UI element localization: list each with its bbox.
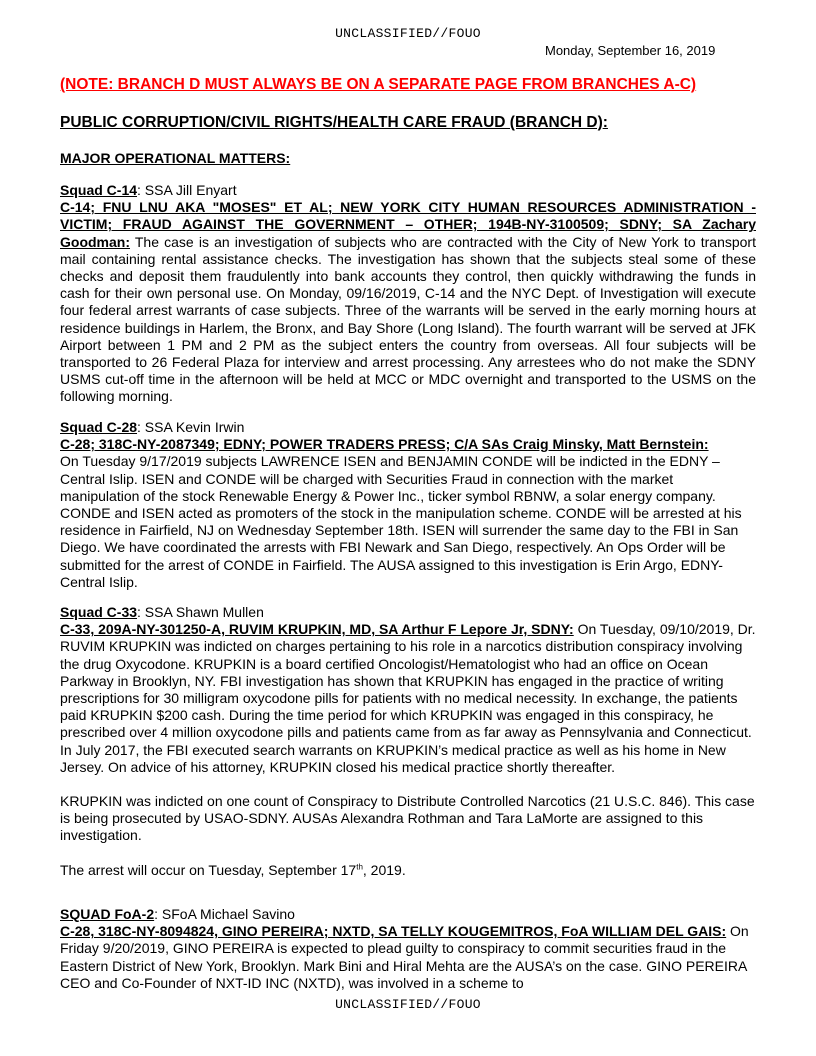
case-body: On Tuesday, 09/10/2019, Dr. RUVIM KRUPKIN was indicted on charges pertaining to his role in a narcotics distribution conspiracy involving the drug Oxycodone. KRUPKIN is a board certified Oncologist/Hematologist who had an office on Ocean Parkway in Brooklyn, NY. FBI investigation has shown that KRUPKIN has engaged in the practice of writing prescriptions for 30 milligram oxycodone pills for patients with no medical necessity. In exchange, the patients paid KRUPKIN $200 cash. During the time period for which KRUPKIN was engaged in this conspiracy, he prescribed over 4 million oxycodone pills and patients came from as far away as Pennsylvania and Connecticut. In July 2017, the FBI executed search warrants on KRUPKIN’s medical practice as well as his home in New Jersey. On advice of his attorney, KRUPKIN closed his medical practice shortly thereafter. (60, 621, 756, 775)
arrest-date-text: The arrest will occur on Tuesday, September 17 (60, 861, 357, 878)
squad-line (60, 906, 756, 923)
branch-note: (NOTE: BRANCH D MUST ALWAYS BE ON A SEPARATE PAGE FROM BRANCHES A-C) (60, 76, 697, 93)
squad-line (60, 182, 756, 199)
squad-line (60, 419, 756, 436)
squad-supervisor: : SSA Kevin Irwin (137, 419, 245, 435)
document-date: Monday, September 16, 2019 (545, 43, 716, 58)
case-heading: C-28, 318C-NY-8094824, GINO PEREIRA; NXTD, SA TELLY KOUGEMITROS, FoA WILLIAM DEL GAIS: (60, 923, 727, 940)
branch-title (60, 114, 608, 132)
classification-marking-bottom: UNCLASSIFIED//FOUO (335, 997, 481, 1012)
squad-name: Squad C-14 (60, 182, 138, 198)
squad-section-c28 (60, 419, 756, 591)
ordinal-suffix: th (356, 861, 363, 871)
case-paragraph (60, 621, 756, 776)
case-heading: C-28; 318C-NY-2087349; EDNY; POWER TRADERS PRESS; C/A SAs Craig Minsky, Matt Bernstein: (60, 436, 709, 453)
classification-marking-top: UNCLASSIFIED//FOUO (335, 26, 481, 41)
arrest-year-text: , 2019. (362, 861, 406, 878)
squad-section-c14 (60, 182, 756, 406)
branch-title-colon: : (602, 114, 608, 131)
case-heading-line (60, 436, 756, 453)
case-heading: C-33, 209A-NY-301250-A, RUVIM KRUPKIN, MD, SA Arthur F Lepore Jr, SDNY: (60, 621, 574, 638)
case-body: The case is an investigation of subjects who are contracted with the City of New York to transport mail containing rental assistance checks. The investigation has shown that the subjects steal some of these checks and deposit them fraudulently into bank accounts they control, then quickly withdrawing the funds in cash for their own personal use. On Monday, 09/16/2019, C-14 and the NYC Dept. of Investigation will execute four federal arrest warrants of case subjects. Three of the warrants will be served in the early morning hours at residence buildings in Harlem, the Bronx, and Bay Shore (Long Island). The fourth warrant will be served at JFK Airport between 1 PM and 2 PM as the subject enters the country from overseas. All four subjects will be transported to 26 Federal Plaza for interview and arrest processing. Any arrestees who do not make the SDNY USMS cut-off time in the afternoon will be held at MCC or MDC overnight and transported to the USMS on the following morning. (60, 233, 756, 405)
squad-line (60, 604, 756, 621)
case-body: On Tuesday 9/17/2019 subjects LAWRENCE ISEN and BENJAMIN CONDE will be indicted in the EDNY – Central Islip. ISEN and CONDE will be charged with Securities Fraud in connection with the market manipulation of the stock Renewable Energy & Power Inc., ticker symbol RBNW, a solar energy company. CONDE and ISEN acted as promoters of the stock in the manipulation scheme. CONDE will be arrested at his residence in Fairfield, NJ on Wednesday September 18th. ISEN will surrender the same day to the FBI in San Diego. We have coordinated the arrests with FBI Newark and San Diego, respectively. An Ops Order will be submitted for the arrest of CONDE in Fairfield. The AUSA assigned to this investigation is Erin Argo, EDNY-Central Islip. (60, 453, 742, 590)
case-body: On Friday 9/20/2019, GINO PEREIRA is expected to plead guilty to conspiracy to commit securities fraud in the Eastern District of New York, Brooklyn. Mark Bini and Hiral Mehta are the AUSA’s on the case. GINO PEREIRA CEO and Co-Founder of NXT-ID INC (NXTD), was involved in a scheme to (60, 923, 749, 991)
case-heading: C-14; FNU LNU AKA "MOSES" ET AL; NEW YORK CITY HUMAN RESOURCES ADMINISTRATION - VICTIM; FRAUD AGAINST THE GOVERNMENT – OTHER; 194B-NY-3100509; SDNY; SA Zachary Goodman: (60, 199, 756, 250)
squad-supervisor: : SSA Jill Enyart (137, 182, 237, 198)
squad-supervisor: : SSA Shawn Mullen (137, 604, 264, 620)
squad-name: Squad C-33 (60, 604, 138, 620)
squad-supervisor: : SFoA Michael Savino (154, 906, 295, 922)
case-paragraph-3 (60, 862, 756, 879)
branch-title-text: PUBLIC CORRUPTION/CIVIL RIGHTS/HEALTH CARE FRAUD (BRANCH D) (60, 114, 603, 131)
case-paragraph (60, 199, 756, 405)
major-matters-heading: MAJOR OPERATIONAL MATTERS: (60, 150, 291, 166)
squad-section-c33 (60, 604, 756, 879)
squad-section-foa2 (60, 906, 756, 992)
squad-name: SQUAD FoA-2 (60, 906, 155, 922)
case-paragraph (60, 923, 756, 992)
case-paragraph-2: KRUPKIN was indicted on one count of Conspiracy to Distribute Controlled Narcotics (21 U.S.C. 846). This case is being prosecuted by USAO-SDNY. AUSAs Alexandra Rothman and Tara LaMorte are assigned to this investigation. (60, 793, 755, 844)
squad-name: Squad C-28 (60, 419, 138, 435)
